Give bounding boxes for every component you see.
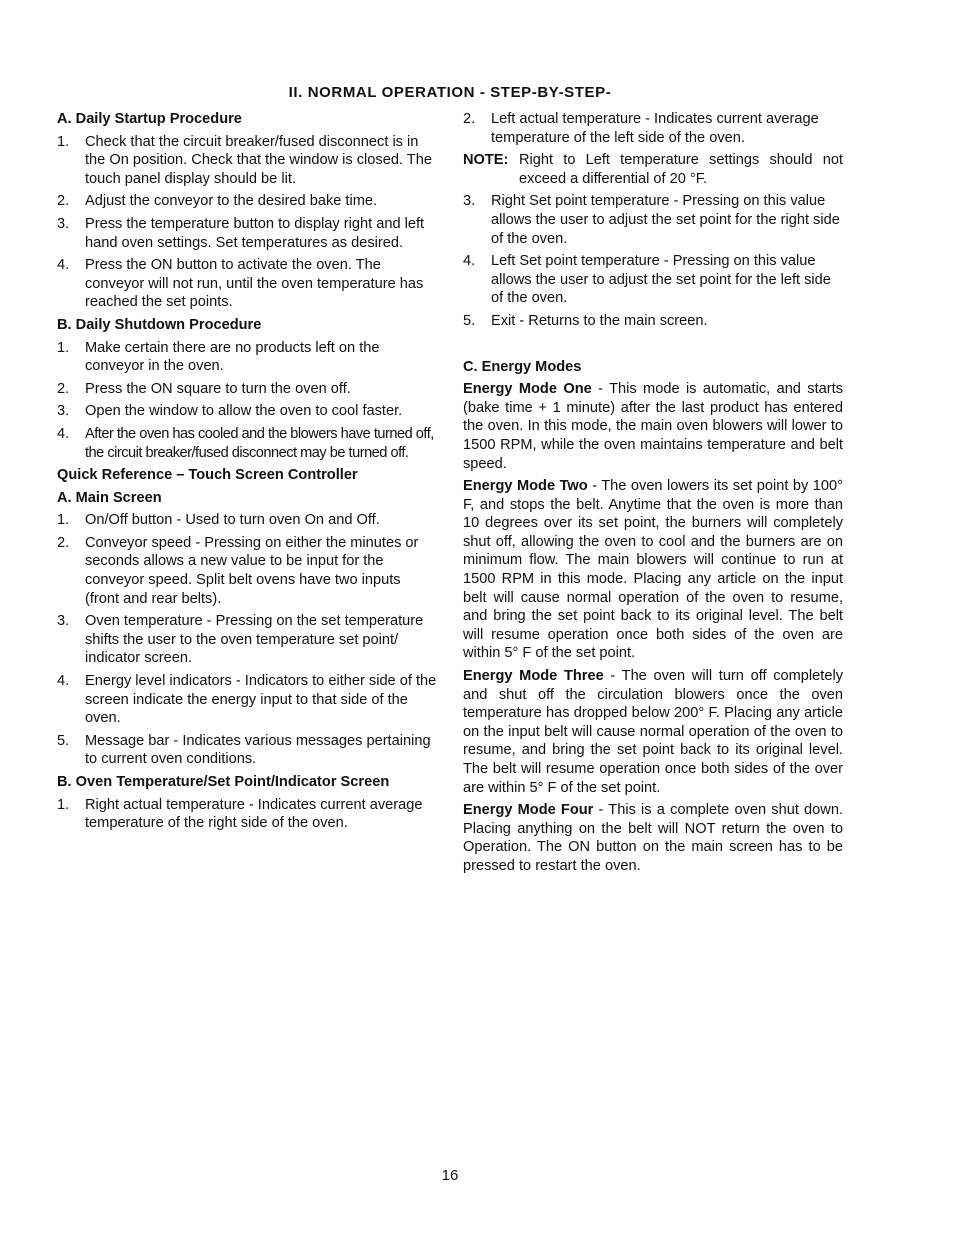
mode-text: - The oven will turn off completely and shut off the circulation blowers once the oven temperature has dropped below 200° F. Placing any article on the input belt will cause normal operation of the oven to resume, and bring the set point back to its original level. The belt will resume operation once both sides of the over are within 5° F of the set point. [463,668,843,796]
item-text: On/Off button - Used to turn oven On and Off. [85,512,380,529]
item-text: Message bar - Indicates various messages pertaining to current oven conditions. [85,732,431,768]
item-number: 2. [57,193,70,210]
item-number: 3. [57,403,70,420]
item-text: Left Set point temperature - Pressing on this value allows the user to adjust the set point for the left side of the oven. [491,253,831,307]
list-item [57,192,437,211]
item-number: 2. [463,111,476,127]
item-text: Make certain there are no products left on the conveyor in the oven. [85,339,380,375]
startup-heading: A. Daily Startup Procedure [57,111,242,127]
item-number: 1. [57,339,70,356]
energy-mode-one [463,380,843,473]
item-text: Press the temperature button to display right and left hand oven settings. Set temperatures as desired. [85,215,425,251]
item-number: 2. [57,534,70,551]
item-number: 1. [57,512,70,529]
list-item [463,252,843,308]
right-column [463,110,843,880]
item-text: Exit - Returns to the main screen. [491,312,708,329]
energy-heading: C. Energy Modes [463,358,582,375]
list-item [57,380,437,399]
list-item [57,534,437,608]
item-text: Right Set point temperature - Pressing on this value allows the user to adjust the set point for the right side of the oven. [491,193,840,247]
mode-name: Energy Mode Two [463,478,588,495]
item-number: 4. [57,673,70,690]
page-number: 16 [441,1167,459,1184]
item-number: 3. [57,215,70,232]
energy-mode-three [463,667,843,797]
mode-name: Energy Mode Three [463,668,604,685]
item-number: 3. [463,193,476,210]
left-column [57,110,437,837]
note-text: Right to Left temperature settings should not exceed a differential of 20 °F. [519,152,843,187]
list-item [463,192,843,248]
item-number: 4. [463,253,476,270]
tempscreen-heading: B. Oven Temperature/Set Point/Indicator Screen [57,774,390,790]
energy-mode-two [463,477,843,663]
item-text: After the oven has cooled and the blowers have turned off, the circuit breaker/fused disconnect may be turned off. [85,425,434,461]
list-item [57,796,437,833]
mode-name: Energy Mode One [463,381,592,398]
mode-text: - The oven lowers its set point by 100° F, and stops the belt. Anytime that the oven is more than 10 degrees over its set point, the burners will completely shut off, allowing the oven to cool and the burners are on minimum flow. The main blowers will continue to run at 1500 RPM in this mode. Placing any article on the input belt will cause normal operation of the oven to resume, and bring the set point back to its original level. The belt will resume operation once both sides of the oven are within 5° F of the set point. [463,478,843,662]
list-item [57,339,437,376]
list-item [57,672,437,728]
note [463,151,843,188]
list-item [57,256,437,312]
list-item [463,110,843,147]
mode-text: - This mode is automatic, and starts (bake time + 1 minute) after the last product has entered the oven. In this mode, the main oven blowers will lower to 1500 RPM, while the oven maintains temperature and belt speed. [463,381,843,472]
list-item [57,425,437,462]
item-text: Open the window to allow the oven to cool faster. [85,403,403,420]
list-item [57,511,437,530]
mode-text: - This is a complete oven shut down. Placing anything on the belt will NOT return the oven to Operation. The ON button on the main screen has to be pressed to restart the oven. [463,802,843,874]
note-label: NOTE: [463,152,509,169]
item-text: Adjust the conveyor to the desired bake time. [85,193,378,210]
item-number: 5. [57,732,70,749]
item-text: Press the ON square to turn the oven off. [85,380,351,397]
item-text: Oven temperature - Pressing on the set temperature shifts the user to the oven temperature set point/ indicator screen. [85,613,424,667]
quickref-heading: Quick Reference – Touch Screen Controller [57,467,358,484]
list-item [57,402,437,421]
section-title: II. NORMAL OPERATION - STEP-BY-STEP- [288,84,612,101]
list-item [57,612,437,668]
shutdown-heading: B. Daily Shutdown Procedure [57,316,262,333]
item-number: 4. [57,425,70,442]
item-text: Right actual temperature - Indicates current average temperature of the right side of the oven. [85,796,423,832]
item-text: Energy level indicators - Indicators to either side of the screen indicate the energy input to that side of the oven. [85,673,437,727]
item-text: Check that the circuit breaker/fused disconnect is in the On position. Check that the window is closed. The touch panel display should be lit. [85,133,432,187]
list-item [463,312,843,331]
list-item [57,732,437,769]
item-number: 5. [463,312,476,329]
item-number: 3. [57,613,70,630]
item-number: 4. [57,257,70,274]
item-number: 1. [57,796,70,813]
energy-mode-four [463,801,843,875]
list-item [57,133,437,189]
item-text: Conveyor speed - Pressing on either the minutes or seconds allows a new value to be input for the conveyor speed. Split belt ovens have two inputs (front and rear belts). [85,534,419,607]
list-item [57,215,437,252]
item-number: 1. [57,133,70,150]
item-text: Left actual temperature - Indicates current average temperature of the left side of the oven. [491,111,819,146]
mainscreen-heading: A. Main Screen [57,489,162,506]
mode-name: Energy Mode Four [463,802,594,819]
item-text: Press the ON button to activate the oven. The conveyor will not run, until the oven temperature has reached the set points. [85,257,424,311]
item-number: 2. [57,380,70,397]
